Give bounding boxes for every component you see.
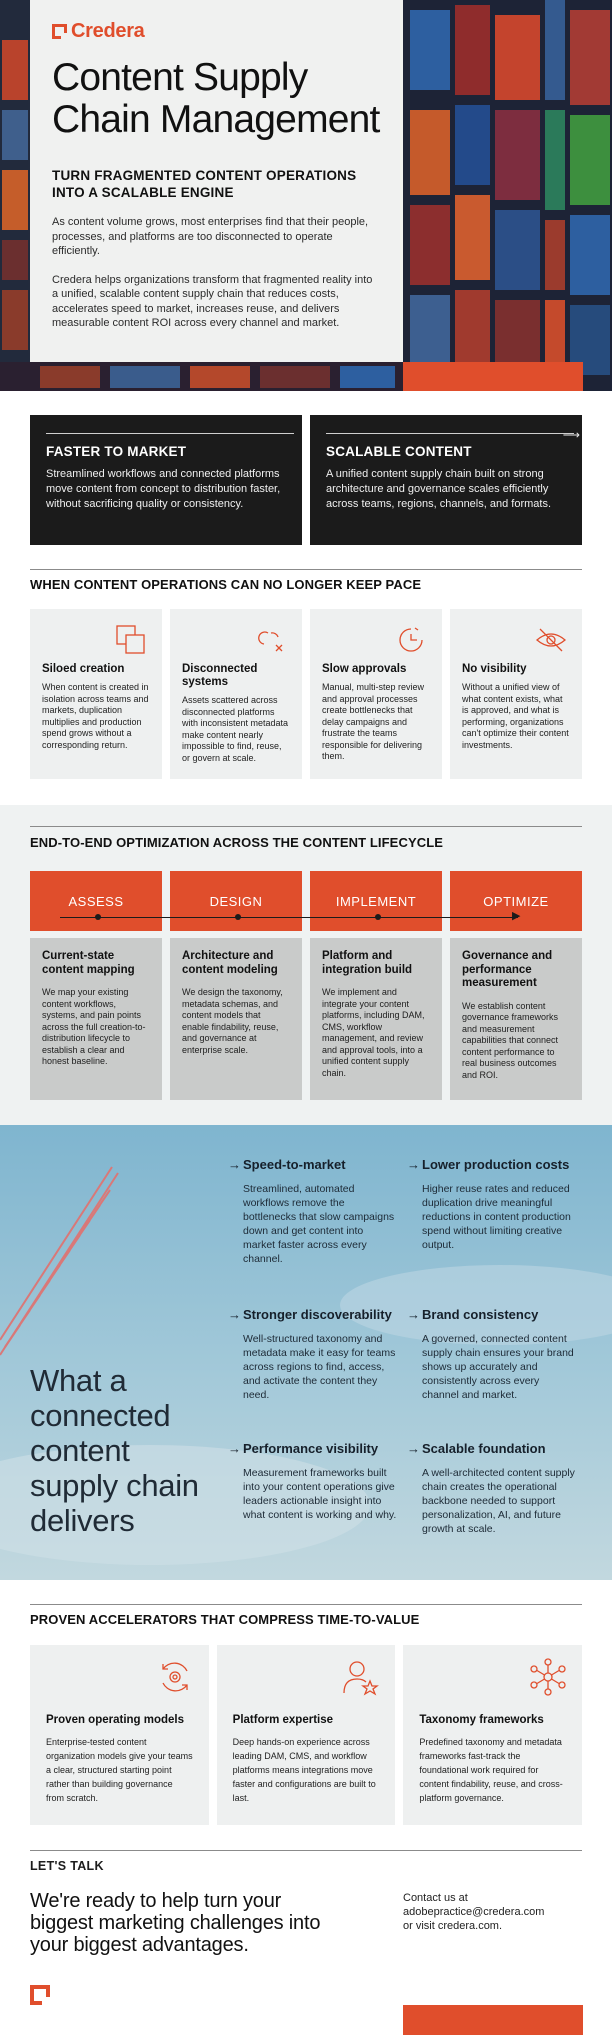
person-star-icon bbox=[341, 1657, 381, 1697]
copy-icon bbox=[114, 623, 148, 657]
benefits-section bbox=[0, 1125, 612, 1580]
benefit-item bbox=[407, 1441, 577, 1536]
challenge-text: Assets scattered across disconnected platforms with inconsistent metadata make content nearly impossible to find, reuse, or govern at scale. bbox=[182, 695, 289, 763]
lifecycle-card bbox=[310, 938, 442, 1100]
contact-email-link[interactable]: adobepractice@credera.com bbox=[403, 1906, 545, 1918]
lifecycle-phases bbox=[30, 871, 582, 931]
benefit-item bbox=[228, 1441, 398, 1522]
accelerator-card bbox=[403, 1645, 582, 1825]
challenge-text: Manual, multi-step review and approval processes create bottlenecks that delay campaigns and frustrate the teams responsible for delivering them. bbox=[322, 682, 425, 761]
challenge-title: Slow approvals bbox=[322, 663, 407, 675]
footer-accent-bar bbox=[403, 2005, 583, 2035]
feature-boxes bbox=[30, 415, 582, 545]
divider bbox=[326, 433, 574, 434]
credera-logo-icon bbox=[30, 1985, 50, 2005]
accelerator-cards bbox=[30, 1645, 582, 1825]
challenge-text: Without a unified view of what content exists, what is approved, and what is performing, organizations can't optimize their content investments. bbox=[462, 682, 569, 750]
accelerator-title: Proven operating models bbox=[46, 1714, 185, 1726]
talk-headline: We're ready to help turn your biggest marketing challenges into your biggest advantages. bbox=[30, 1890, 321, 1956]
lifecycle-card-title: Current-state content mapping bbox=[42, 950, 135, 976]
accelerator-text: Predefined taxonomy and metadata frameworks fast-track the foundational work required for content findability, reuse, and cross-platform governance. bbox=[419, 1737, 563, 1803]
challenge-card bbox=[30, 609, 162, 779]
feature-title: SCALABLE CONTENT bbox=[326, 444, 472, 459]
feature-title: FASTER TO MARKET bbox=[46, 444, 187, 459]
arrow-right-icon: → bbox=[407, 1307, 420, 1322]
arrow-right-icon: ⟶ bbox=[562, 428, 580, 442]
phase-implement: IMPLEMENT bbox=[310, 871, 442, 931]
phase-optimize: OPTIMIZE bbox=[450, 871, 582, 931]
accelerator-card bbox=[30, 1645, 209, 1825]
challenge-text: When content is created in isolation across teams and markets, duplication multiplies and production spend grows without a corresponding return. bbox=[42, 682, 149, 750]
hero-subtitle bbox=[52, 167, 381, 201]
lifecycle-card bbox=[30, 938, 162, 1100]
benefit-text: A governed, connected content supply chain ensures your brand shows up accurately and consistently across every channel and market. bbox=[422, 1333, 574, 1401]
cycle-gear-icon bbox=[155, 1657, 195, 1697]
benefit-title: Scalable foundation bbox=[422, 1441, 546, 1456]
benefit-text: Streamlined, automated workflows remove the bottlenecks that slow campaigns down and get content into market faster across every channel. bbox=[243, 1183, 395, 1265]
arrow-right-icon: → bbox=[407, 1157, 420, 1172]
lifecycle-card bbox=[450, 938, 582, 1100]
section-divider bbox=[30, 1850, 582, 1851]
accelerators-heading: PROVEN ACCELERATORS THAT COMPRESS TIME-TO-VALUE bbox=[30, 1612, 420, 1627]
lifecycle-card-text: We implement and integrate your content platforms, including DAM, CMS, workflow management, and review and approval tools, into a unified content supply chain. bbox=[322, 987, 425, 1078]
arrow-right-icon: → bbox=[228, 1307, 241, 1322]
talk-label: LET'S TALK bbox=[30, 1859, 104, 1873]
eye-off-icon bbox=[534, 623, 568, 657]
arrow-right-icon: → bbox=[407, 1441, 420, 1456]
hero-card bbox=[30, 0, 403, 362]
accelerator-title: Taxonomy frameworks bbox=[419, 1714, 544, 1726]
benefit-title: Brand consistency bbox=[422, 1307, 539, 1322]
feature-box-scalable bbox=[310, 415, 582, 545]
challenge-cards bbox=[30, 609, 582, 779]
network-icon bbox=[528, 1657, 568, 1697]
contact-info bbox=[403, 1891, 544, 1933]
accelerator-title: Platform expertise bbox=[232, 1714, 334, 1726]
feature-box-faster bbox=[30, 415, 302, 545]
benefit-title: Performance visibility bbox=[243, 1441, 379, 1456]
benefit-title: Lower production costs bbox=[422, 1157, 570, 1172]
logo-text: Credera bbox=[71, 20, 145, 42]
challenge-title: Disconnected systems bbox=[182, 663, 258, 688]
benefit-text: Well-structured taxonomy and metadata make it easy for teams across regions to find, access, and activate the content they need. bbox=[243, 1333, 396, 1401]
contact-intro: Contact us at bbox=[403, 1892, 468, 1904]
challenge-card bbox=[170, 609, 302, 779]
benefit-item bbox=[228, 1157, 398, 1266]
clock-icon bbox=[394, 623, 428, 657]
benefits-title bbox=[30, 1363, 199, 1538]
lifecycle-card-title: Platform and integration build bbox=[322, 950, 413, 976]
benefit-text: A well-architected content supply chain creates the operational backbone needed to support personalization, AI, and future growth at scale. bbox=[422, 1467, 575, 1535]
page-title-line2: Chain Management bbox=[52, 98, 380, 141]
challenge-card bbox=[450, 609, 582, 779]
benefit-item bbox=[407, 1307, 577, 1402]
lifecycle-card-title: Governance and performance measurement bbox=[462, 950, 553, 989]
page-title-line1: Content Supply bbox=[52, 56, 308, 99]
section-divider bbox=[30, 1604, 582, 1605]
section-divider bbox=[30, 826, 582, 827]
lifecycle-card bbox=[170, 938, 302, 1100]
challenge-title: Siloed creation bbox=[42, 663, 125, 675]
arrow-right-icon: → bbox=[228, 1157, 241, 1172]
lifecycle-heading: END-TO-END OPTIMIZATION ACROSS THE CONTENT LIFECYCLE bbox=[30, 835, 444, 850]
phase-timeline bbox=[60, 917, 518, 918]
benefit-title: Stronger discoverability bbox=[243, 1307, 392, 1322]
page-title bbox=[52, 57, 381, 141]
benefit-title: Speed-to-market bbox=[243, 1157, 346, 1172]
lifecycle-card-title: Architecture and content modeling bbox=[182, 950, 278, 976]
hero-paragraph-2: Credera helps organizations transform that fragmented reality into a unified, scalable content supply chain that reduces costs, accelerates speed to market, increases reuse, and delivers measurable content ROI across every channel and market. bbox=[52, 273, 373, 329]
hero-subtitle-line2: INTO A SCALABLE ENGINE bbox=[52, 185, 234, 200]
challenge-card bbox=[310, 609, 442, 779]
timeline-dot bbox=[235, 914, 241, 920]
hero-accent-bar bbox=[403, 362, 583, 391]
lifecycle-card-text: We establish content governance frameworks and measurement capabilities that connect content performance to real business outcomes and ROI. bbox=[462, 1000, 559, 1080]
hero-section bbox=[0, 0, 612, 391]
arrow-right-icon: ▶ bbox=[512, 910, 521, 922]
hero-paragraph-1: As content volume grows, most enterprises find that their people, processes, and platforms are too disconnected to operate efficiently. bbox=[52, 216, 369, 257]
benefit-item bbox=[228, 1307, 398, 1402]
feature-text: Streamlined workflows and connected platforms move content from concept to distribution faster, without sacrificing quality or consistency. bbox=[46, 468, 281, 510]
divider bbox=[46, 433, 294, 434]
benefits-title-line: What a bbox=[30, 1363, 127, 1398]
benefits-title-line: delivers bbox=[30, 1503, 135, 1538]
timeline-dot bbox=[95, 914, 101, 920]
contact-website-link[interactable]: or visit credera.com. bbox=[403, 1920, 503, 1932]
credera-logo[interactable] bbox=[52, 20, 381, 43]
lifecycle-card-text: We design the taxonomy, metadata schemas, and content models that enable findability, reuse, and governance at enterprise scale. bbox=[182, 987, 283, 1055]
feature-text: A unified content supply chain built on strong architecture and governance scales efficiently across teams, regions, channels, and formats. bbox=[326, 468, 551, 510]
timeline-dot bbox=[375, 914, 381, 920]
accelerator-text: Deep hands-on experience across leading DAM, CMS, and workflow platforms means integrations move faster and configurations are built to last. bbox=[232, 1737, 376, 1803]
accelerator-card bbox=[217, 1645, 396, 1825]
section-divider bbox=[30, 569, 582, 570]
benefits-title-line: supply chain bbox=[30, 1468, 199, 1503]
challenge-title: No visibility bbox=[462, 663, 527, 675]
challenges-heading: WHEN CONTENT OPERATIONS CAN NO LONGER KEEP PACE bbox=[30, 577, 422, 592]
benefits-title-line: content bbox=[30, 1433, 130, 1468]
credera-logo-icon bbox=[52, 24, 67, 39]
hero-subtitle-line1: TURN FRAGMENTED CONTENT OPERATIONS bbox=[52, 168, 357, 183]
lifecycle-cards bbox=[30, 938, 582, 1100]
benefits-title-line: connected bbox=[30, 1398, 171, 1433]
arrow-right-icon: → bbox=[228, 1441, 241, 1456]
phase-assess: ASSESS bbox=[30, 871, 162, 931]
phase-design: DESIGN bbox=[170, 871, 302, 931]
benefit-text: Higher reuse rates and reduced duplication drive meaningful reductions in content production spend without limiting creative output. bbox=[422, 1183, 571, 1251]
lifecycle-card-text: We map your existing content workflows, systems, and pain points across the full creation-to-distribution lifecycle to establish a clear and honest baseline. bbox=[42, 987, 146, 1066]
benefit-text: Measurement frameworks built into your content operations give leaders actionable insight into what content is working and why. bbox=[243, 1467, 397, 1521]
benefit-item bbox=[407, 1157, 577, 1252]
broken-link-icon bbox=[254, 623, 288, 657]
accelerator-text: Enterprise-tested content organization models give your teams a clear, structured starting point rather than building governance from scratch. bbox=[46, 1737, 193, 1803]
